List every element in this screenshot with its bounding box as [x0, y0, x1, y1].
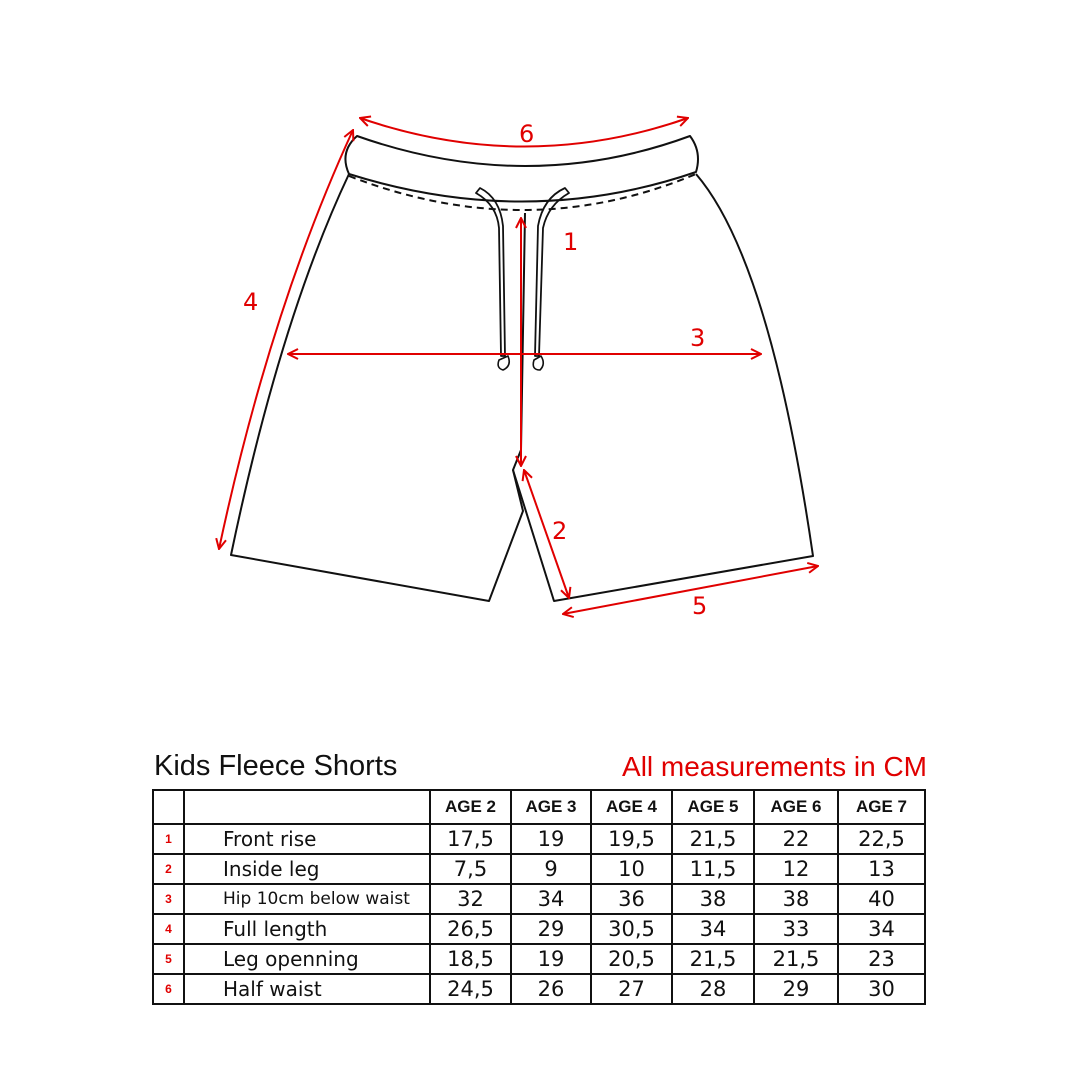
units-note: All measurements in CM: [622, 751, 927, 782]
table-row: [153, 914, 925, 944]
column-header: AGE 7: [838, 790, 925, 824]
header-num-cell: [153, 790, 184, 824]
table-cell: 40: [838, 884, 925, 914]
table-row: [153, 854, 925, 884]
table-cell: 23: [838, 944, 925, 974]
table-cell: 28: [672, 974, 754, 1004]
table-cell: 12: [754, 854, 838, 884]
row-label: Leg openning: [184, 944, 430, 974]
header-row: [153, 790, 925, 824]
table-cell: 17,5: [430, 824, 511, 854]
table-cell: 36: [591, 884, 672, 914]
table-cell: 11,5: [672, 854, 754, 884]
table-cell: 34: [838, 914, 925, 944]
arrow-leg-opening: [563, 566, 818, 614]
row-label: Full length: [184, 914, 430, 944]
table-cell: 38: [672, 884, 754, 914]
column-header: AGE 6: [754, 790, 838, 824]
row-number: 6: [153, 974, 184, 1004]
table-cell: 32: [430, 884, 511, 914]
table-row: [153, 974, 925, 1004]
table-cell: 19: [511, 824, 591, 854]
marker-2: 2: [552, 517, 568, 545]
table-cell: 7,5: [430, 854, 511, 884]
table-cell: 22: [754, 824, 838, 854]
table-cell: 9: [511, 854, 591, 884]
table-cell: 27: [591, 974, 672, 1004]
table-cell: 29: [511, 914, 591, 944]
table-row: [153, 884, 925, 914]
table-cell: 24,5: [430, 974, 511, 1004]
sheet-title: Kids Fleece Shorts: [154, 750, 398, 782]
size-table: [152, 789, 926, 1005]
row-number: 1: [153, 824, 184, 854]
row-label: Hip 10cm below waist: [184, 884, 430, 914]
table-row: [153, 944, 925, 974]
measurement-arrows: [219, 118, 818, 614]
row-number: 3: [153, 884, 184, 914]
table-cell: 22,5: [838, 824, 925, 854]
marker-4: 4: [243, 288, 259, 316]
row-number: 2: [153, 854, 184, 884]
table-cell: 21,5: [672, 944, 754, 974]
table-cell: 13: [838, 854, 925, 884]
column-header: AGE 4: [591, 790, 672, 824]
table-cell: 34: [511, 884, 591, 914]
row-number: 5: [153, 944, 184, 974]
table-row: [153, 824, 925, 854]
column-header: AGE 5: [672, 790, 754, 824]
table-cell: 33: [754, 914, 838, 944]
row-number: 4: [153, 914, 184, 944]
row-label: Half waist: [184, 974, 430, 1004]
row-label: Front rise: [184, 824, 430, 854]
header-label-cell: [184, 790, 430, 824]
table-cell: 38: [754, 884, 838, 914]
table-cell: 29: [754, 974, 838, 1004]
column-header: AGE 2: [430, 790, 511, 824]
row-label: Inside leg: [184, 854, 430, 884]
marker-6: 6: [519, 120, 535, 148]
table-cell: 10: [591, 854, 672, 884]
table-cell: 19,5: [591, 824, 672, 854]
table-cell: 34: [672, 914, 754, 944]
table-cell: 21,5: [754, 944, 838, 974]
table-cell: 20,5: [591, 944, 672, 974]
table-cell: 30,5: [591, 914, 672, 944]
marker-5: 5: [692, 592, 708, 620]
table-cell: 26,5: [430, 914, 511, 944]
table-cell: 19: [511, 944, 591, 974]
marker-3: 3: [690, 324, 706, 352]
column-header: AGE 3: [511, 790, 591, 824]
table-cell: 26: [511, 974, 591, 1004]
marker-1: 1: [563, 228, 579, 256]
table-cell: 21,5: [672, 824, 754, 854]
table-cell: 18,5: [430, 944, 511, 974]
table-cell: 30: [838, 974, 925, 1004]
